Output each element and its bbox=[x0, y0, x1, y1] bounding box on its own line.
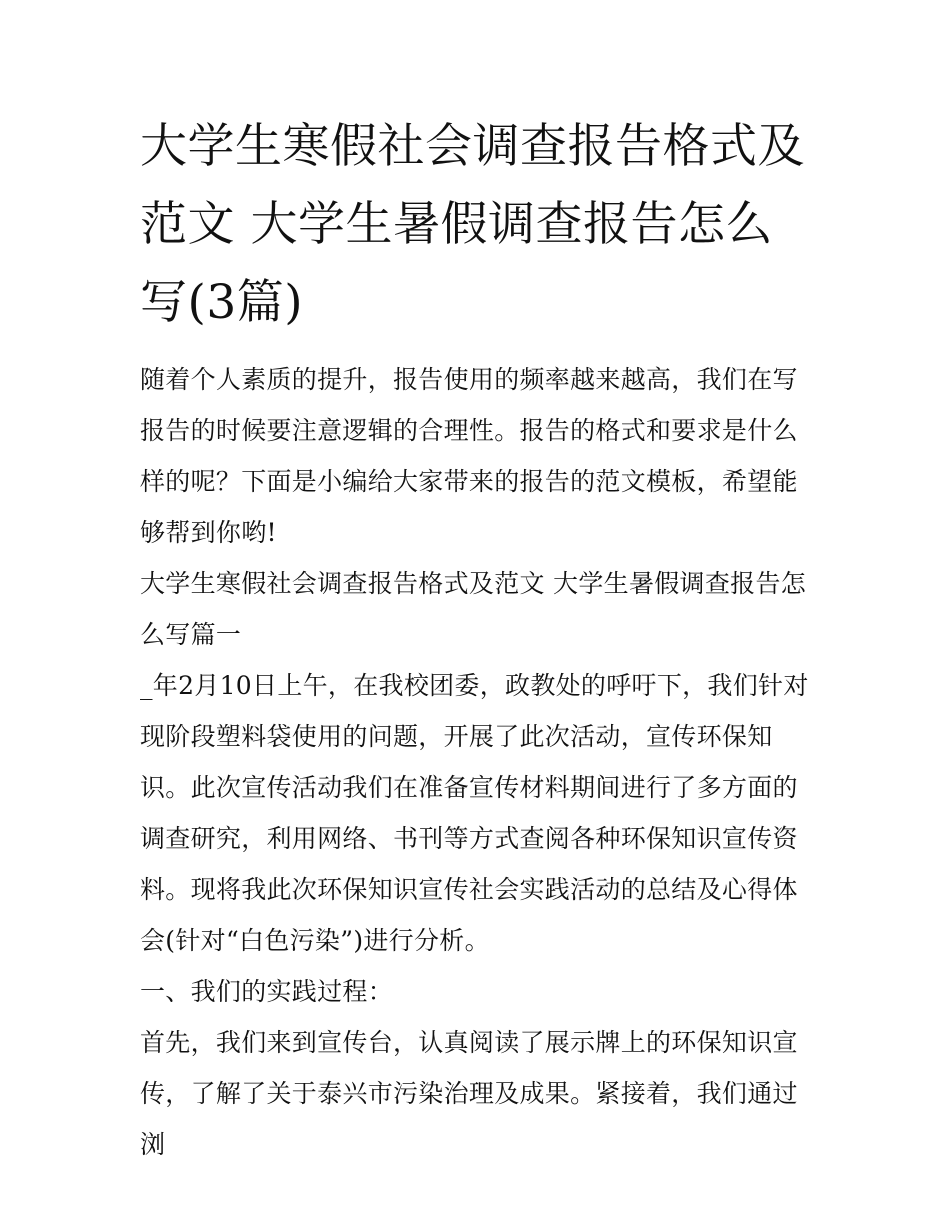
document-page bbox=[140, 108, 820, 1170]
body-paragraph: _年2月10日上午，在我校团委，政教处的呼吁下，我们针对现阶段塑料袋使用的问题，开展了此次活动，宣传环保知识。此次宣传活动我们在准备宣传材料期间进行了多方面的调查研究，利用网络、书刊等方式查阅各种环保知识宣传资料。现将我此次环保知识宣传社会实践活动的总结及心得体会(针对“白色污染”)进行分析。 bbox=[140, 671, 809, 955]
title-part-2: 大学生暑假调查报告怎么写(3篇) bbox=[140, 197, 773, 330]
document-title bbox=[140, 108, 820, 342]
section-heading: 大学生寒假社会调查报告格式及范文 大学生暑假调查报告怎么写篇一 bbox=[140, 569, 807, 649]
subsection-heading: 一、我们的实践过程： bbox=[140, 977, 394, 1006]
title-part-1: 大学生寒假社会调查报告格式及范文 bbox=[140, 119, 805, 252]
body-paragraph-continued: 首先，我们来到宣传台，认真阅读了展示牌上的环保知识宣传，了解了关于泰兴市污染治理及成果。紧接着，我们通过浏 bbox=[140, 1028, 798, 1159]
intro-paragraph: 随着个人素质的提升，报告使用的频率越来越高，我们在写报告的时候要注意逻辑的合理性。报告的格式和要求是什么样的呢？下面是小编给大家带来的报告的范文模板，希望能够帮到你哟! bbox=[140, 365, 798, 547]
